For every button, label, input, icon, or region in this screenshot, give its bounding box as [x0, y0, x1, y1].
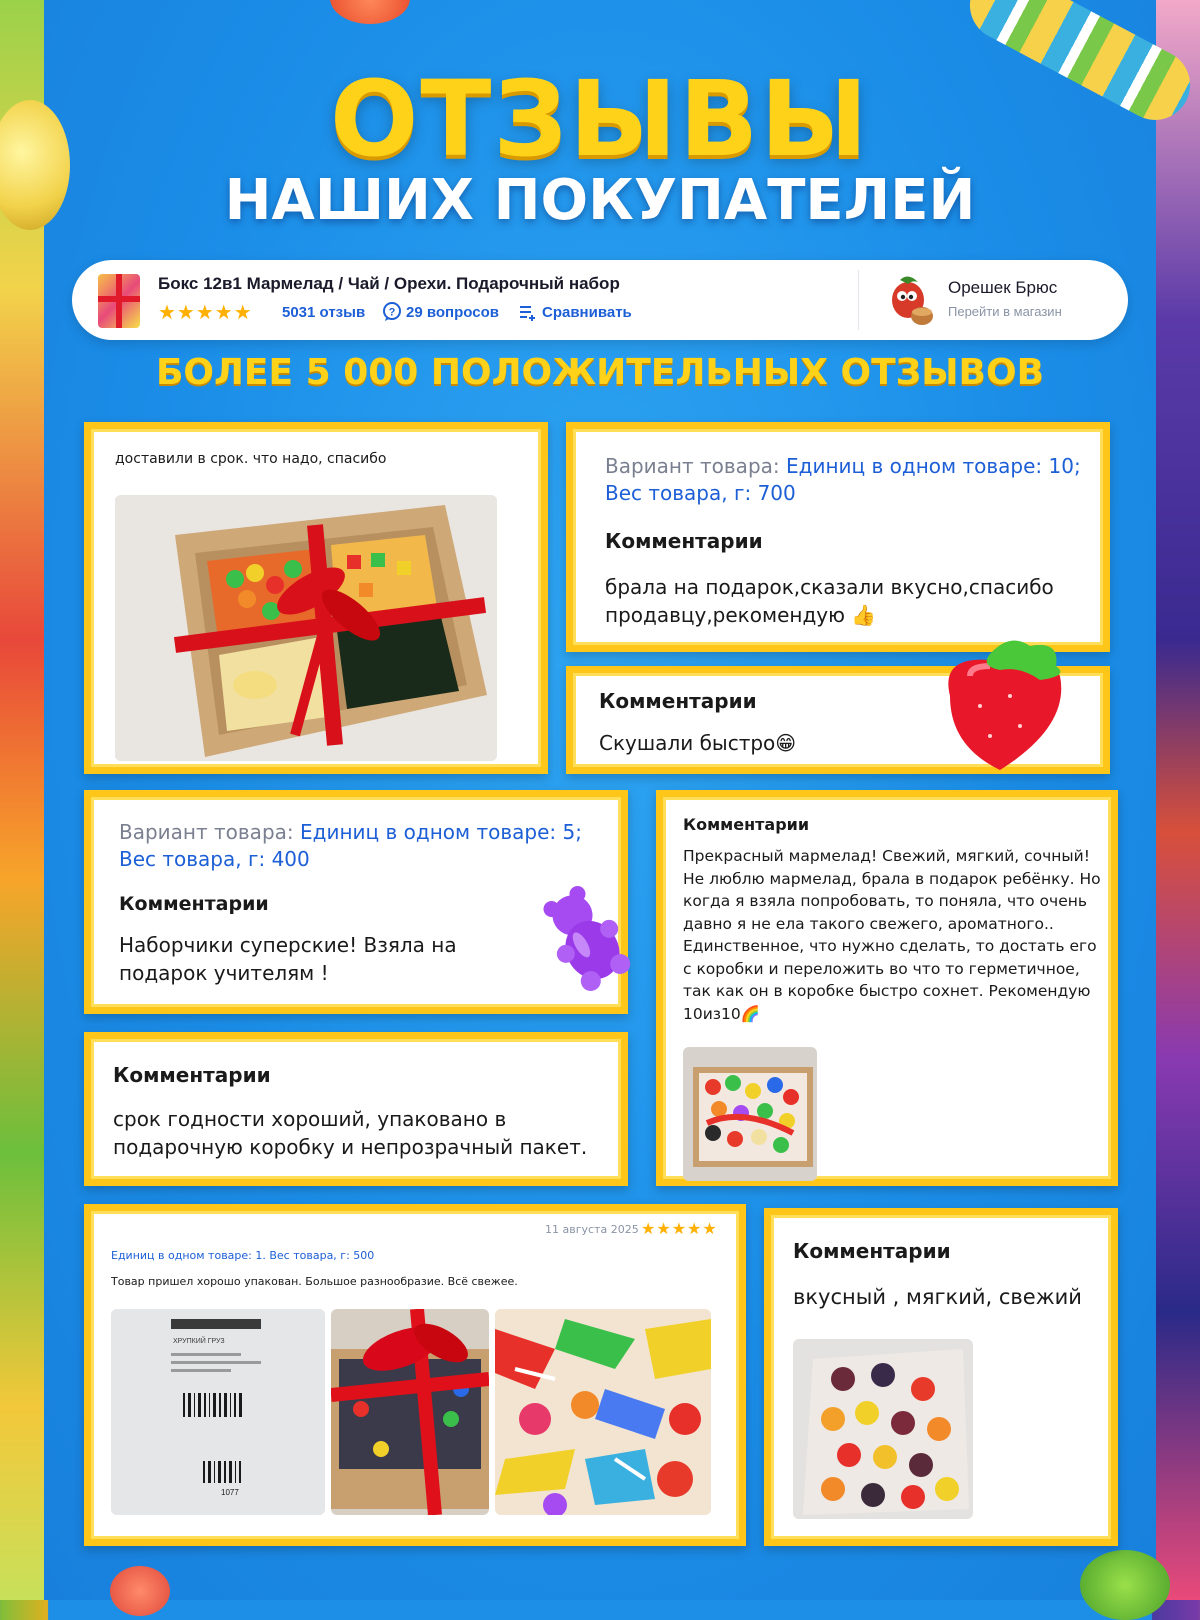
product-title[interactable]: Бокс 12в1 Мармелад / Чай / Орехи. Подарочный набор — [158, 274, 620, 293]
candy-decoration-bottom-left — [110, 1566, 170, 1616]
barcode-number: 1077 — [221, 1488, 239, 1497]
compare-icon — [518, 302, 538, 327]
review-photo-gift-box[interactable] — [115, 495, 497, 761]
strawberry-gummy-icon — [930, 636, 1080, 776]
review-photo-gummies[interactable] — [683, 1047, 817, 1181]
variant-value[interactable]: Единиц в одном товаре: 10; Вес товара, г: 700 — [605, 454, 1081, 505]
shop-link[interactable]: Перейти в магазин — [948, 304, 1062, 319]
review-photo-gummy-bears[interactable] — [793, 1339, 973, 1519]
review-heading: Комментарии — [683, 815, 810, 834]
product-bar-divider — [858, 270, 859, 330]
review-variant[interactable]: Единиц в одном товаре: 1. Вес товара, г: 500 — [111, 1249, 375, 1262]
variant-value[interactable]: Единиц в одном товаре: 5; Вес товара, г: 400 — [119, 820, 582, 871]
section-heading: БОЛЕЕ 5 000 ПОЛОЖИТЕЛЬНЫХ ОТЗЫВОВ — [155, 352, 1045, 393]
shop-name[interactable]: Орешек Брюс — [948, 278, 1058, 297]
page-subtitle: НАШИХ ПОКУПАТЕЛЕЙ — [224, 168, 976, 233]
review-heading: Комментарии — [793, 1239, 951, 1263]
product-bar — [72, 260, 1128, 340]
product-rating-stars: ★★★★★ — [158, 302, 253, 324]
review-card-2 — [566, 422, 1110, 652]
review-card-1 — [84, 422, 548, 774]
product-thumbnail[interactable] — [98, 274, 140, 328]
review-stars: ★★★★★ — [641, 1219, 718, 1238]
review-text: вкусный , мягкий, свежий — [793, 1285, 1082, 1309]
review-heading: Комментарии — [599, 689, 757, 713]
review-heading: Комментарии — [605, 529, 763, 553]
review-card-5 — [656, 790, 1118, 1186]
review-heading: Комментарии — [113, 1063, 271, 1087]
review-variant — [119, 819, 609, 873]
variant-label: Вариант товара: — [119, 820, 294, 844]
compare-link[interactable]: Сравнивать — [542, 304, 632, 321]
decorative-right-border — [1156, 0, 1200, 1600]
reviews-count-link[interactable]: 5031 отзыв — [282, 304, 366, 321]
candy-decoration-bottom-right — [1080, 1550, 1170, 1620]
review-date: 11 августа 2025 — [545, 1223, 639, 1236]
package-label-text: ХРУПКИЙ ГРУЗ — [173, 1338, 225, 1345]
gummy-bear-icon — [530, 882, 640, 992]
review-photo-package[interactable] — [111, 1309, 325, 1515]
page-title: ОТЗЫВЫ — [329, 58, 871, 180]
review-variant — [605, 453, 1085, 507]
review-text: Товар пришел хорошо упакован. Большое разнообразие. Всё свежее. — [111, 1275, 518, 1288]
shop-logo-icon[interactable] — [886, 274, 936, 326]
review-card-8 — [764, 1208, 1118, 1546]
decorative-left-border — [0, 0, 46, 1600]
review-card-6 — [84, 1032, 628, 1186]
svg-text:?: ? — [388, 306, 396, 319]
review-text: доставили в срок. что надо, спасибо — [115, 451, 387, 467]
question-icon — [382, 302, 402, 327]
review-photo-box-ribbon[interactable] — [331, 1309, 489, 1515]
review-photo-gummies-mix[interactable] — [495, 1309, 711, 1515]
review-text: срок годности хороший, упаковано в подарочную коробку и непрозрачный пакет. — [113, 1107, 588, 1159]
review-text: Наборчики суперские! Взяла на подарок учителям ! — [119, 933, 457, 985]
questions-count-link[interactable]: 29 вопросов — [406, 304, 499, 321]
review-heading: Комментарии — [119, 893, 269, 915]
review-text: Прекрасный мармелад! Свежий, мягкий, сочный! Не люблю мармелад, брала в подарок ребёнку. Но когда я взяла попробовать, то поняла, что очень давно я не ела такого свежего, ароматного.. Единственное, что нужно сделать, то достать его с коробки и переложить во что то герметичное, так как он в коробке быстро сохнет. Рекомендую 10из10🌈 — [683, 847, 1101, 1023]
review-text: брала на подарок,сказали вкусно,спасибо продавцу,рекомендую 👍 — [605, 575, 1054, 627]
review-text: Скушали быстро😁 — [599, 731, 797, 755]
review-card-7 — [84, 1204, 746, 1546]
variant-label: Вариант товара: — [605, 454, 780, 478]
